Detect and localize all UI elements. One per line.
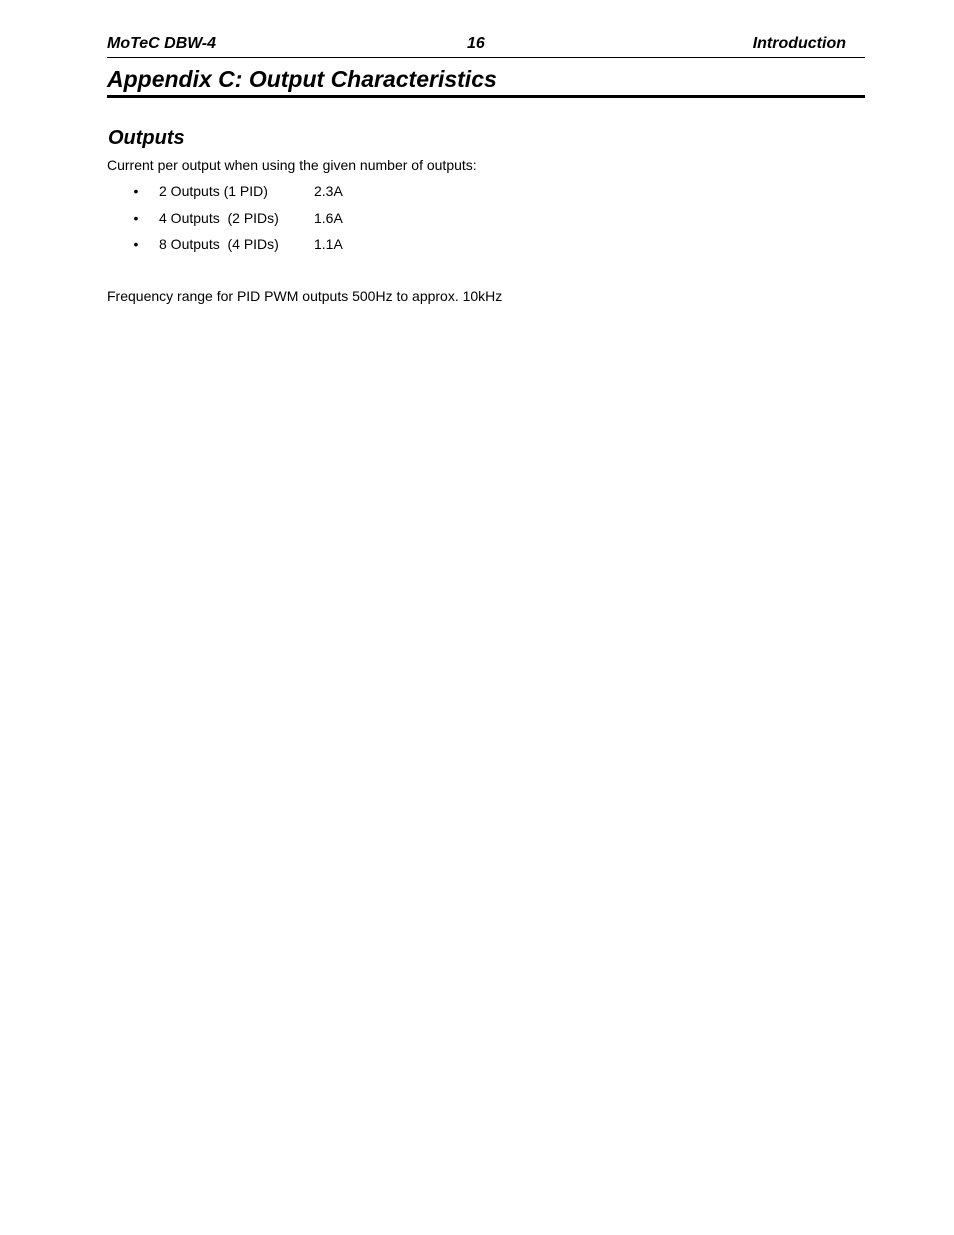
list-item <box>0 236 954 253</box>
output-current-value: 1.6A <box>314 210 343 226</box>
header-page-number: 16 <box>467 35 485 52</box>
output-count-label: 4 Outputs (2 PIDs) <box>159 210 279 226</box>
section-title: Outputs <box>108 127 185 149</box>
outputs-intro-text: Current per output when using the given number of outputs: <box>107 157 477 173</box>
header-section-name: Introduction <box>752 35 846 52</box>
appendix-title: Appendix C: Output Characteristics <box>107 64 865 98</box>
bullet-icon: • <box>133 210 139 226</box>
frequency-range-text: Frequency range for PID PWM outputs 500Hz to approx. 10kHz <box>107 288 503 304</box>
output-current-value: 1.1A <box>314 236 343 252</box>
output-count-label: 2 Outputs (1 PID) <box>159 183 268 199</box>
bullet-icon: • <box>133 236 139 252</box>
bullet-icon: • <box>133 183 139 199</box>
header-product-name: MoTeC DBW-4 <box>107 35 217 52</box>
output-current-value: 2.3A <box>314 183 343 199</box>
list-item <box>0 183 954 200</box>
outputs-bullet-list <box>0 0 954 300</box>
list-item <box>0 210 954 227</box>
output-count-label: 8 Outputs (4 PIDs) <box>159 236 279 252</box>
